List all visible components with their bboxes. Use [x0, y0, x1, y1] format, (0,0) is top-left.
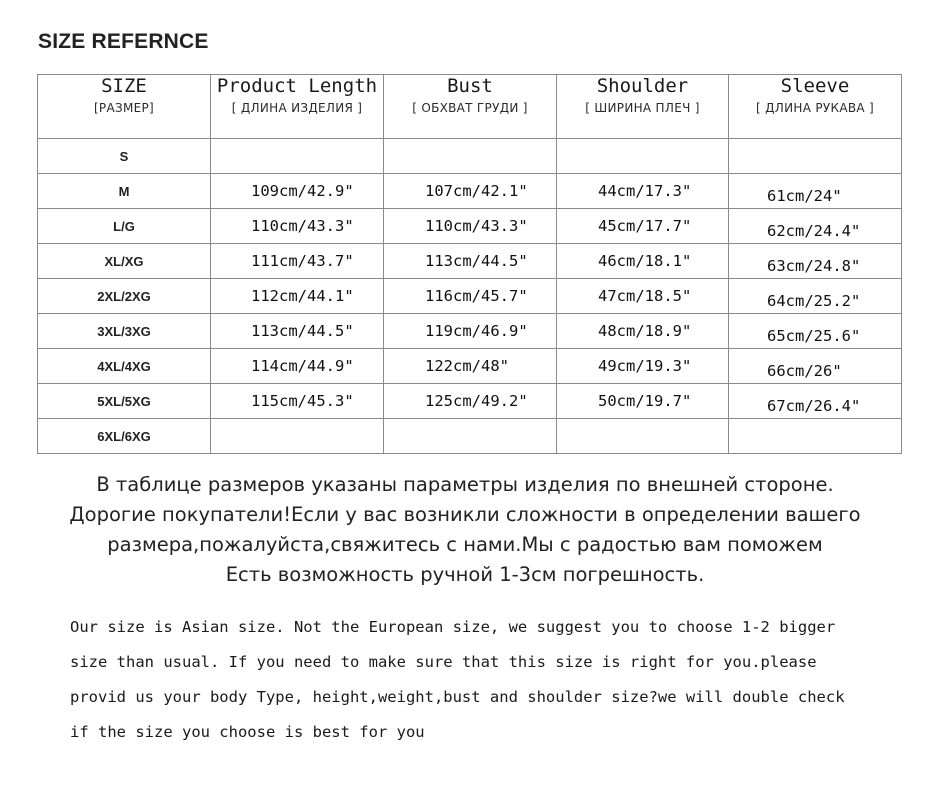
russian-note-line: В таблице размеров указаны параметры изделия по внешней стороне. — [96, 473, 834, 496]
table-row — [38, 244, 902, 279]
header-size — [38, 75, 211, 139]
header-shoulder — [557, 75, 729, 139]
bust-cell — [384, 139, 557, 174]
table-row — [38, 349, 902, 384]
russian-notes — [0, 470, 930, 590]
russian-note-line: размера,пожалуйста,свяжитесь с нами.Мы с радостью вам поможем — [107, 533, 823, 556]
header-product-length — [211, 75, 384, 139]
bust-cell — [384, 419, 557, 454]
shoulder-cell: 50cm/19.7" — [557, 384, 729, 419]
size-chart-table — [37, 74, 902, 454]
size-cell: 5XL/5XG — [38, 384, 211, 419]
sleeve-cell — [729, 139, 902, 174]
size-cell: M — [38, 174, 211, 209]
header-product-length-sublabel: [ ДЛИНА ИЗДЕЛИЯ ] — [231, 101, 363, 115]
length-cell: 111cm/43.7" — [211, 244, 384, 279]
table-row — [38, 139, 902, 174]
shoulder-cell: 44cm/17.3" — [557, 174, 729, 209]
shoulder-cell: 45cm/17.7" — [557, 209, 729, 244]
shoulder-cell — [557, 419, 729, 454]
english-note-line: size than usual. If you need to make sure that this size is right for you.please — [70, 653, 817, 671]
length-cell: 112cm/44.1" — [211, 279, 384, 314]
shoulder-cell: 48cm/18.9" — [557, 314, 729, 349]
header-bust-label: Bust — [447, 75, 493, 97]
bust-cell: 125cm/49.2" — [384, 384, 557, 419]
header-bust-sublabel: [ ОБХВАТ ГРУДИ ] — [412, 101, 528, 115]
english-note-line: Our size is Asian size. Not the European size, we suggest you to choose 1-2 bigger — [70, 618, 836, 636]
english-notes — [70, 610, 910, 750]
header-product-length-label: Product Length — [216, 75, 378, 97]
table-row — [38, 384, 902, 419]
length-cell — [211, 139, 384, 174]
sleeve-cell: 65cm/25.6" — [729, 314, 902, 349]
table-header-row — [38, 75, 902, 139]
header-shoulder-label: Shoulder — [596, 75, 689, 97]
sleeve-cell: 61cm/24" — [729, 174, 902, 209]
bust-cell: 122cm/48" — [384, 349, 557, 384]
bust-cell: 107cm/42.1" — [384, 174, 557, 209]
sleeve-cell: 62cm/24.4" — [729, 209, 902, 244]
table-row — [38, 174, 902, 209]
length-cell: 113cm/44.5" — [211, 314, 384, 349]
sleeve-cell: 64cm/25.2" — [729, 279, 902, 314]
sleeve-cell: 66cm/26" — [729, 349, 902, 384]
header-sleeve — [729, 75, 902, 139]
header-size-sublabel: [РАЗМЕР] — [93, 101, 155, 115]
length-cell — [211, 419, 384, 454]
bust-cell: 113cm/44.5" — [384, 244, 557, 279]
bust-cell: 116cm/45.7" — [384, 279, 557, 314]
header-sleeve-sublabel: [ ДЛИНА РУКАВА ] — [756, 101, 874, 115]
header-bust — [384, 75, 557, 139]
shoulder-cell: 49cm/19.3" — [557, 349, 729, 384]
shoulder-cell: 47cm/18.5" — [557, 279, 729, 314]
size-cell: S — [38, 139, 211, 174]
english-note-line: provid us your body Type, height,weight,bust and shoulder size?we will double check — [70, 688, 845, 706]
size-cell: L/G — [38, 209, 211, 244]
shoulder-cell: 46cm/18.1" — [557, 244, 729, 279]
russian-note-line: Дорогие покупатели!Если у вас возникли сложности в определении вашего — [69, 503, 861, 526]
length-cell: 114cm/44.9" — [211, 349, 384, 384]
bust-cell: 110cm/43.3" — [384, 209, 557, 244]
page-title: SIZE REFERNCE — [38, 30, 209, 53]
size-cell: 2XL/2XG — [38, 279, 211, 314]
header-shoulder-sublabel: [ ШИРИНА ПЛЕЧ ] — [585, 101, 700, 115]
sleeve-cell: 67cm/26.4" — [729, 384, 902, 419]
length-cell: 115cm/45.3" — [211, 384, 384, 419]
russian-note-line: Есть возможность ручной 1-3см погрешность. — [225, 563, 705, 586]
shoulder-cell — [557, 139, 729, 174]
header-sleeve-label: Sleeve — [780, 75, 850, 97]
english-note-line: if the size you choose is best for you — [70, 723, 425, 741]
length-cell: 109cm/42.9" — [211, 174, 384, 209]
sleeve-cell: 63cm/24.8" — [729, 244, 902, 279]
table-row — [38, 209, 902, 244]
size-cell: 4XL/4XG — [38, 349, 211, 384]
size-cell: 6XL/6XG — [38, 419, 211, 454]
length-cell: 110cm/43.3" — [211, 209, 384, 244]
size-cell: 3XL/3XG — [38, 314, 211, 349]
size-cell: XL/XG — [38, 244, 211, 279]
table-row — [38, 279, 902, 314]
bust-cell: 119cm/46.9" — [384, 314, 557, 349]
table-row — [38, 314, 902, 349]
header-size-label: SIZE — [101, 75, 147, 97]
table-row — [38, 419, 902, 454]
sleeve-cell — [729, 419, 902, 454]
